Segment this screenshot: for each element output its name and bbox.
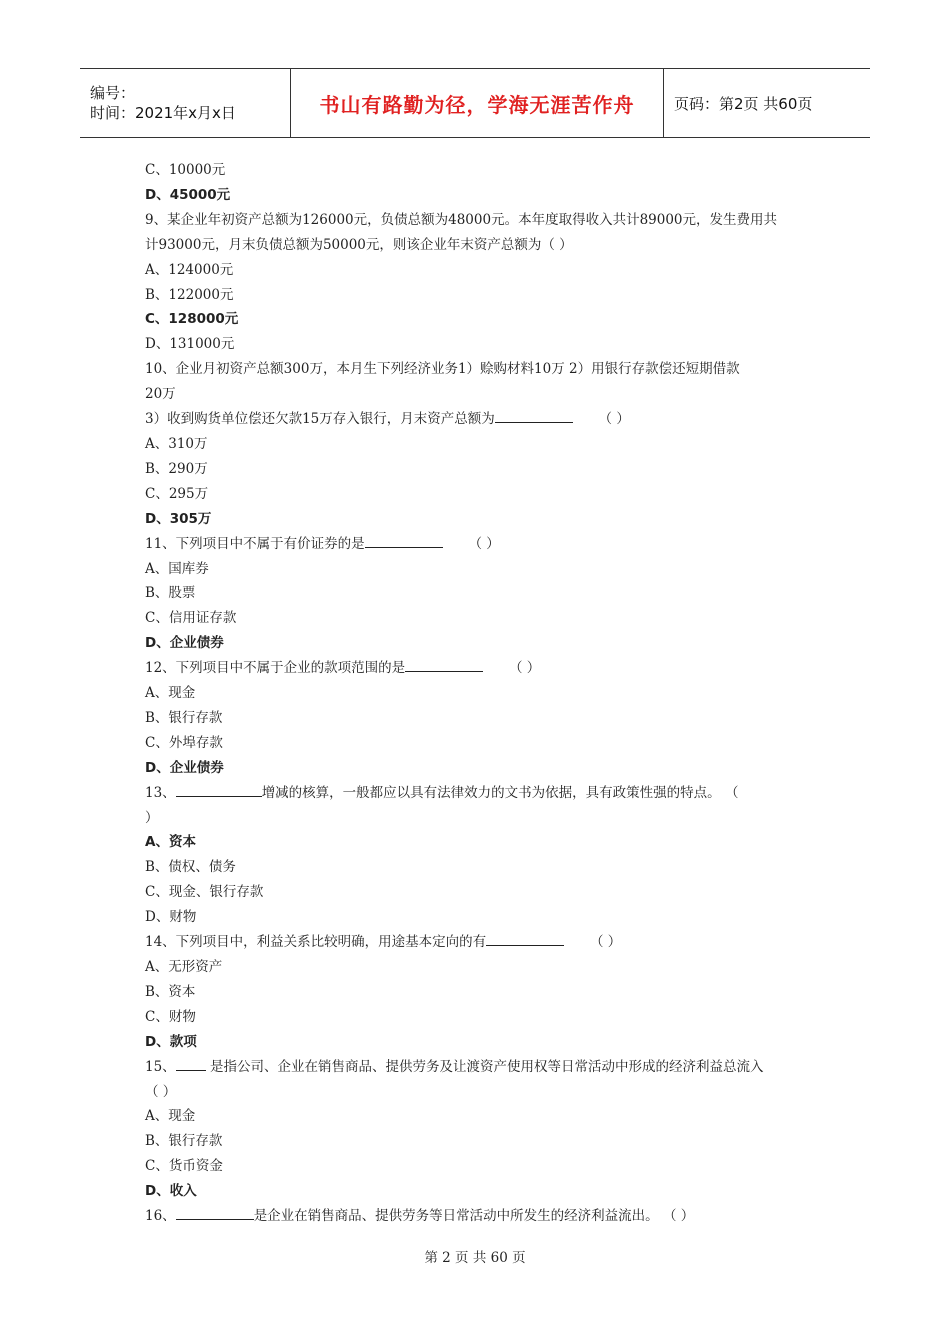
question-line bbox=[145, 930, 810, 955]
option-line: C、财物 bbox=[145, 1008, 196, 1025]
question-line bbox=[145, 656, 810, 681]
answer-blank bbox=[176, 782, 262, 797]
question-line: 9、某企业年初资产总额为126000元，负债总额为48000元。本年度取得收入共计89000元，发生费用共 bbox=[145, 211, 778, 228]
option-line: B、资本 bbox=[145, 983, 196, 1000]
answer-line: D、企业债券 bbox=[145, 759, 224, 776]
question-line bbox=[145, 1204, 810, 1229]
option-line: B、债权、债务 bbox=[145, 859, 236, 876]
document-time-label: 时间：2021年x月x日 bbox=[90, 104, 236, 122]
answer-line: D、45000元 bbox=[145, 186, 231, 203]
document-number-label: 编号： bbox=[90, 84, 136, 102]
question-line bbox=[145, 532, 810, 557]
answer-blank bbox=[405, 657, 483, 672]
option-line: B、股票 bbox=[145, 585, 196, 602]
header-meta bbox=[80, 69, 290, 137]
question-line bbox=[145, 781, 810, 806]
question-line: ） bbox=[145, 809, 159, 826]
option-line: A、无形资产 bbox=[145, 959, 223, 975]
question-line: 计93000元，月末负债总额为50000元，则该企业年末资产总额为（ ） bbox=[145, 236, 573, 253]
option-line: A、124000元 bbox=[145, 261, 234, 278]
header-page-cell bbox=[664, 69, 812, 137]
answer-blank bbox=[486, 931, 564, 946]
option-line: B、122000元 bbox=[145, 286, 234, 303]
answer-line: D、企业债券 bbox=[145, 635, 224, 652]
question-line: （ ） bbox=[145, 1083, 177, 1100]
option-line: A、国库券 bbox=[145, 560, 209, 577]
question-text: 15、 bbox=[145, 1058, 176, 1075]
option-line: C、信用证存款 bbox=[145, 610, 237, 627]
option-line: C、外埠存款 bbox=[145, 734, 223, 751]
answer-line: C、128000元 bbox=[145, 311, 239, 328]
question-text: 12、下列项目中不属于企业的款项范围的是 bbox=[145, 660, 406, 677]
option-line: C、现金、银行存款 bbox=[145, 884, 264, 901]
option-line: A、现金 bbox=[145, 1108, 196, 1125]
answer-blank bbox=[176, 1205, 254, 1220]
question-text: 11、下列项目中不属于有价证券的是 bbox=[145, 535, 365, 552]
header-page-info: 页码：第2页 共60页 bbox=[674, 94, 813, 113]
option-line: D、财物 bbox=[145, 909, 197, 926]
question-text: 是企业在销售商品、提供劳务等日常活动中所发生的经济利益流出。 （ ） bbox=[253, 1208, 695, 1225]
answer-line: A、资本 bbox=[145, 834, 196, 851]
answer-line: D、款项 bbox=[145, 1033, 197, 1050]
answer-line: D、收入 bbox=[145, 1183, 197, 1200]
question-text: 14、下列项目中，利益关系比较明确，用途基本定向的有 bbox=[145, 934, 487, 951]
option-line: C、295万 bbox=[145, 485, 209, 502]
question-text: 增减的核算，一般都应以具有法律效力的文书为依据，具有政策性强的特点。 （ bbox=[261, 784, 739, 801]
question-text: 3）收到购货单位偿还欠款15万存入银行，月末资产总额为 bbox=[145, 411, 495, 428]
header-motto: 书山有路勤为径，学海无涯苦作舟 bbox=[319, 92, 635, 117]
page-header bbox=[80, 68, 870, 138]
answer-line: D、305万 bbox=[145, 510, 212, 527]
answer-blank bbox=[495, 408, 573, 423]
answer-parens: （ ） bbox=[468, 535, 500, 552]
option-line: C、货币资金 bbox=[145, 1158, 223, 1175]
answer-parens: （ ） bbox=[589, 934, 622, 951]
option-line: C、10000元 bbox=[145, 162, 226, 178]
question-text: 16、 bbox=[145, 1208, 176, 1225]
question-list bbox=[145, 158, 810, 1229]
option-line: B、银行存款 bbox=[145, 709, 223, 726]
answer-parens: （ ） bbox=[508, 660, 541, 677]
page-footer: 第 2 页 共 60 页 bbox=[424, 1250, 526, 1266]
answer-parens: （ ） bbox=[598, 411, 630, 428]
option-line: A、现金 bbox=[145, 685, 196, 702]
question-text: 13、 bbox=[145, 784, 176, 801]
option-line: D、131000元 bbox=[145, 336, 235, 353]
answer-blank bbox=[365, 533, 443, 548]
question-line: 20万 bbox=[145, 386, 176, 403]
option-line: B、银行存款 bbox=[145, 1133, 223, 1150]
header-motto-cell bbox=[290, 69, 664, 137]
question-text: 是指公司、企业在销售商品、提供劳务及让渡资产使用权等日常活动中形成的经济利益总流入 bbox=[205, 1058, 764, 1075]
answer-blank bbox=[176, 1056, 206, 1071]
question-line bbox=[145, 407, 810, 432]
question-line bbox=[145, 1055, 810, 1080]
question-line: 10、企业月初资产总额300万，本月生下列经济业务1）赊购材料10万 2）用银行存款偿还短期借款 bbox=[145, 361, 740, 378]
option-line: B、290万 bbox=[145, 460, 208, 477]
option-line: A、310万 bbox=[145, 435, 208, 452]
